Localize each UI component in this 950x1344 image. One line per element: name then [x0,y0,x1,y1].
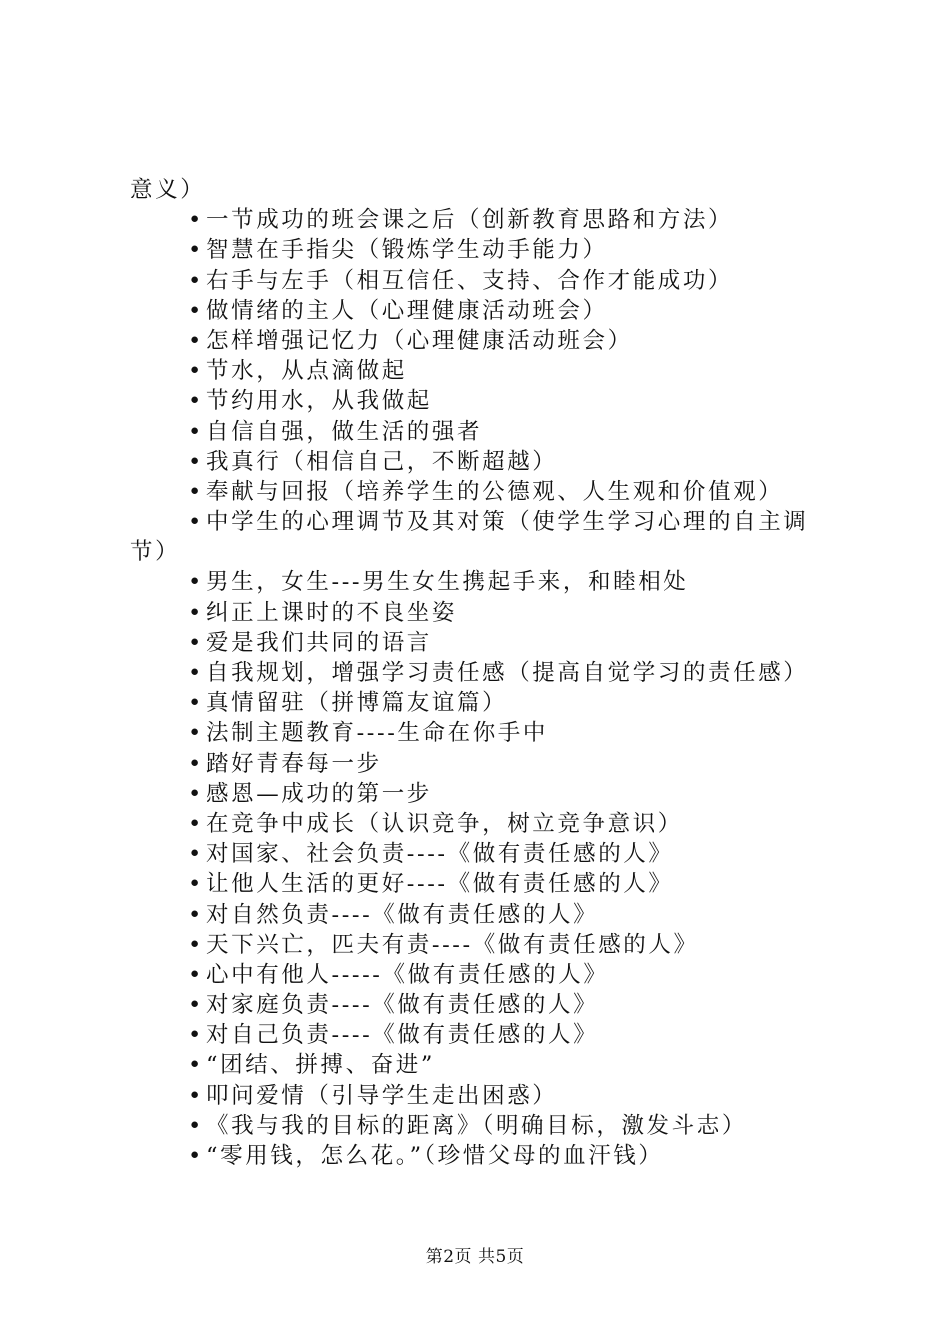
line-text: 节） [130,539,181,566]
bullet-icon: • [188,931,202,958]
line-text: 叩问爱情（引导学生走出困惑） [206,1082,558,1109]
list-item [0,990,950,1020]
line-text: 心中有他人-----《做有责任感的人》 [206,961,609,988]
list-item [0,266,950,296]
line-text: 怎样增强记忆力（心理健康活动班会） [206,327,633,354]
list-item [0,417,950,447]
list-item [0,326,950,356]
list-item [0,235,950,265]
bullet-icon: • [188,629,202,656]
bullet-icon: • [188,690,202,717]
bullet-icon: • [188,599,202,626]
list-item [0,477,950,507]
line-text: 在竞争中成长（认识竞争，树立竞争意识） [206,810,683,837]
line-text: 纠正上课时的不良坐姿 [206,599,458,626]
list-item [0,869,950,899]
bullet-icon: • [188,750,202,777]
bullet-icon: • [188,297,202,324]
bullet-icon: • [188,720,202,747]
list-item [0,386,950,416]
line-text: 意义） [130,177,206,203]
list-item [0,779,950,809]
line-text: 右手与左手（相互信任、支持、合作才能成功） [206,267,734,294]
line-text: 真情留驻（拼博篇友谊篇） [206,690,508,717]
line-text: 自我规划，增强学习责任感（提高自觉学习的责任感） [206,660,809,686]
line-text: 对自己负责----《做有责任感的人》 [206,1022,599,1049]
line-text: 法制主题教育----生命在你手中 [206,720,549,747]
line-text: 爱是我们共同的语言 [206,629,432,656]
list-item [0,567,950,597]
document-body [0,175,950,1171]
bullet-icon: • [188,418,202,445]
bullet-icon: • [188,660,202,686]
bullet-icon: • [188,207,202,234]
continuation-line [0,175,950,205]
bullet-icon: • [188,327,202,354]
bullet-icon: • [188,1052,202,1079]
line-text: 感恩—成功的第一步 [206,780,432,807]
line-text: 节水，从点滴做起 [206,358,407,385]
bullet-icon: • [188,388,202,415]
list-item [0,658,950,688]
line-text: 我真行（相信自己，不断超越） [206,448,558,475]
bullet-icon: • [188,841,202,868]
line-text: 踏好青春每一步 [206,750,382,777]
bullet-icon: • [188,1143,202,1169]
line-text: 做情绪的主人（心理健康活动班会） [206,297,608,324]
bullet-icon: • [188,992,202,1019]
list-item [0,507,950,537]
list-item [0,960,950,990]
list-item [0,809,950,839]
line-list [0,175,950,1171]
bullet-icon: • [188,871,202,898]
list-item [0,749,950,779]
bullet-icon: • [188,358,202,385]
line-text: 男生，女生---男生女生携起手来，和睦相处 [206,569,689,596]
bullet-icon: • [188,1082,202,1109]
list-item [0,356,950,386]
list-item [0,1141,950,1171]
line-text: 让他人生活的更好----《做有责任感的人》 [206,871,674,898]
continuation-line [0,537,950,567]
bullet-icon: • [188,448,202,475]
bullet-icon: • [188,267,202,294]
list-item [0,205,950,235]
line-text: 奉献与回报（培养学生的公德观、人生观和价值观） [206,478,784,505]
bullet-icon: • [188,1022,202,1049]
line-text: 对国家、社会负责----《做有责任感的人》 [206,841,674,868]
line-text: 节约用水，从我做起 [206,388,432,415]
list-item [0,1081,950,1111]
line-text: 《我与我的目标的距离》（明确目标，激发斗志） [206,1112,747,1139]
list-item [0,839,950,869]
list-item [0,1020,950,1050]
line-text: 对家庭负责----《做有责任感的人》 [206,992,599,1019]
list-item [0,900,950,930]
list-item [0,688,950,718]
page-footer: 第2页 共5页 [425,1247,525,1267]
list-item [0,930,950,960]
bullet-icon: • [188,478,202,505]
list-item [0,447,950,477]
bullet-icon: • [188,237,202,264]
bullet-icon: • [188,569,202,596]
line-text: 中学生的心理调节及其对策（使学生学习心理的自主调 [206,509,809,536]
line-text: 对自然负责----《做有责任感的人》 [206,901,599,928]
line-text: 一节成功的班会课之后（创新教育思路和方法） [206,207,734,234]
list-item [0,718,950,748]
bullet-icon: • [188,1112,202,1139]
line-text: “团结、拼搏、奋进” [206,1052,436,1079]
list-item [0,628,950,658]
bullet-icon: • [188,901,202,928]
bullet-icon: • [188,509,202,536]
line-text: 智慧在手指尖（锻炼学生动手能力） [206,237,608,264]
line-text: 天下兴亡，匹夫有责----《做有责任感的人》 [206,931,699,958]
list-item [0,1111,950,1141]
bullet-icon: • [188,780,202,807]
line-text: 自信自强，做生活的强者 [206,418,483,445]
list-item [0,598,950,628]
list-item [0,1050,950,1080]
line-text: “零用钱，怎么花。”（珍惜父母的血汗钱） [206,1143,664,1169]
bullet-icon: • [188,810,202,837]
bullet-icon: • [188,961,202,988]
list-item [0,296,950,326]
